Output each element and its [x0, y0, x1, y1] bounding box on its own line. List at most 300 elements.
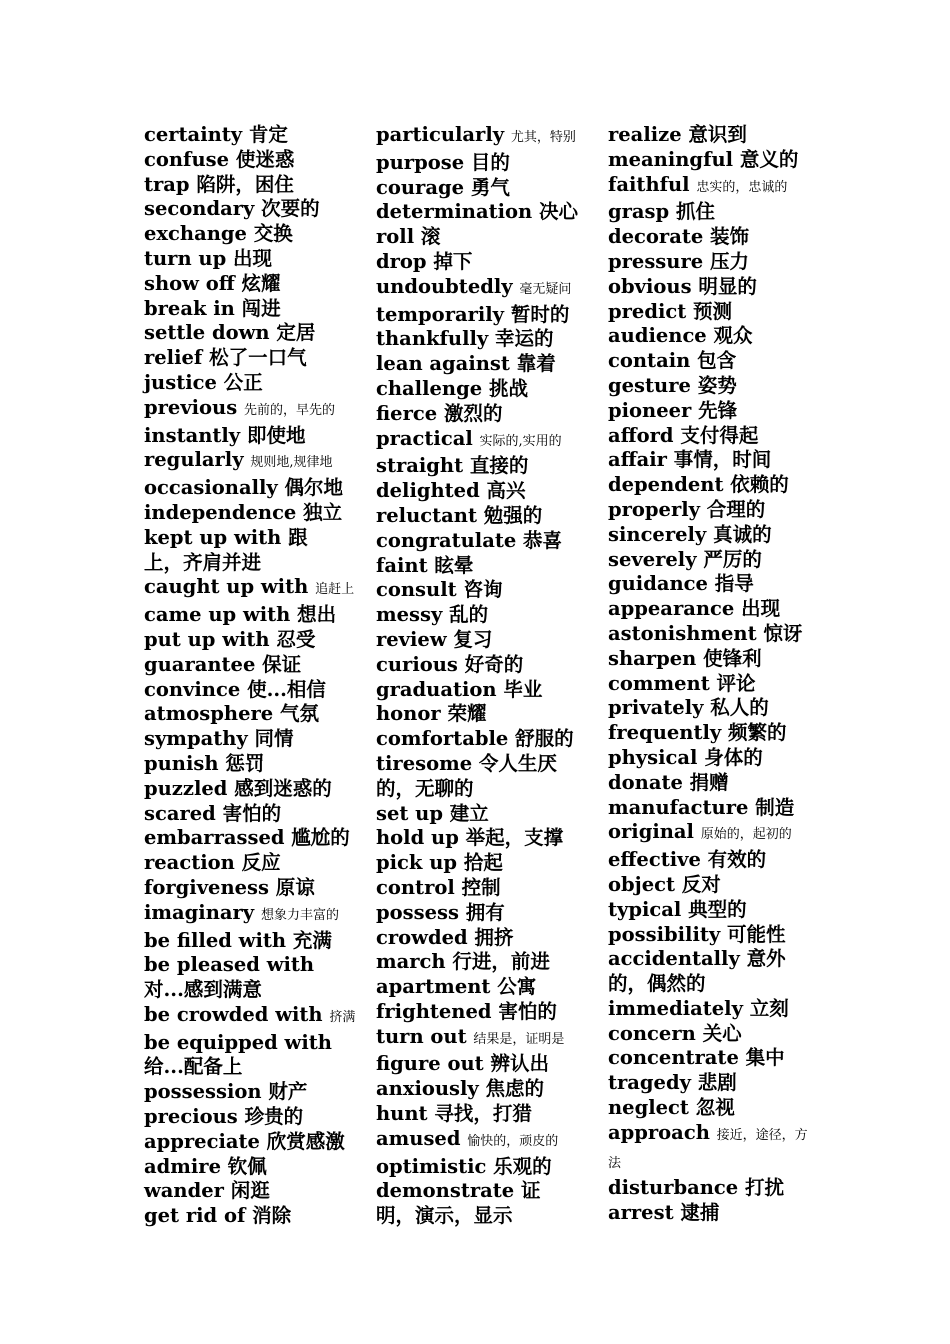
vocab-entry [608, 498, 808, 523]
vocab-translation: 偶尔地 [284, 476, 344, 500]
vocab-entry [608, 399, 808, 424]
vocab-entry [376, 479, 576, 504]
vocab-entry [376, 653, 576, 678]
vocab-word: sympathy [144, 727, 248, 751]
vocab-entry [608, 672, 808, 697]
vocab-translation: 幸运的 [495, 327, 554, 351]
vocab-entry [144, 702, 344, 727]
vocab-translation: 依赖的 [730, 473, 789, 497]
vocab-translation: 意识到 [688, 123, 747, 146]
vocab-word: practical [376, 426, 473, 450]
vocab-entry [376, 950, 576, 975]
vocab-entry [144, 1155, 344, 1180]
vocab-translation: 举起，支撑 [465, 826, 564, 850]
vocab-translation: 松了一口气 [209, 346, 307, 370]
vocab-word: tragedy [608, 1071, 691, 1095]
vocab-entry [144, 247, 344, 272]
vocab-word: set up [376, 801, 443, 825]
vocab-translation: 焦虑的 [485, 1077, 545, 1101]
vocab-entry [608, 424, 808, 449]
vocab-entry [608, 696, 808, 721]
vocab-word: hold up [376, 826, 459, 850]
vocab-entry [608, 947, 808, 997]
vocab-word: caught up with [144, 575, 309, 599]
vocab-translation: 给...配备上 [144, 1055, 243, 1079]
vocab-entry [144, 371, 344, 396]
vocab-translation: 毕业 [503, 677, 543, 701]
vocab-word: approach [608, 1120, 710, 1144]
vocab-word: arrest [608, 1201, 674, 1225]
vocab-word: imaginary [144, 900, 255, 924]
vocab-translation: 惊讶 [763, 621, 803, 645]
vocab-entry [144, 1105, 344, 1130]
vocab-entry [376, 200, 576, 225]
vocab-word: astonishment [608, 621, 757, 645]
vocab-translation: 直接的 [469, 454, 529, 478]
vocab-word: march [376, 950, 446, 974]
vocab-entry [144, 526, 344, 576]
vocab-translation: 目的 [470, 150, 510, 174]
vocab-entry [376, 275, 576, 303]
vocab-entry [376, 377, 576, 402]
vocab-entry [144, 197, 344, 222]
vocab-entry [608, 647, 808, 672]
vocab-word: pioneer [608, 398, 692, 422]
vocab-translation: 独立 [303, 500, 343, 524]
vocab-entry [144, 851, 344, 876]
vocab-translation: 明显的 [698, 274, 757, 298]
vocab-translation: 真诚的 [713, 522, 772, 546]
vocab-translation: 次要的 [261, 197, 320, 221]
vocab-translation: 辨认出 [490, 1052, 549, 1076]
vocab-entry [376, 876, 576, 901]
vocab-translation: 欣赏感激 [266, 1129, 345, 1153]
vocab-word: afford [608, 423, 674, 447]
vocab-word: pressure [608, 249, 704, 273]
vocab-word: break in [144, 296, 235, 320]
vocab-translation: 观众 [713, 324, 753, 348]
vocab-word: consult [376, 578, 457, 602]
vocab-word: properly [608, 497, 700, 521]
vocab-entry [144, 802, 344, 827]
vocab-word: be equipped with [144, 1030, 332, 1054]
vocab-translation: 乐观的 [493, 1154, 552, 1178]
vocab-entry [608, 771, 808, 796]
vocab-entry [376, 603, 576, 628]
vocab-entry [376, 402, 576, 427]
vocab-word: appreciate [144, 1129, 260, 1153]
vocab-translation: 建立 [449, 801, 489, 825]
vocab-translation: 好奇的 [464, 652, 524, 676]
vocab-entry [144, 297, 344, 322]
vocab-entry [608, 746, 808, 771]
vocab-word: dependent [608, 473, 724, 497]
vocab-translation: 眩晕 [434, 553, 474, 577]
vocab-word: contain [608, 349, 691, 373]
vocab-word: gesture [608, 373, 691, 397]
vocab-word: settle down [144, 321, 270, 345]
vocab-entry [144, 123, 344, 148]
vocab-entry [608, 123, 808, 148]
vocab-translation: 姿势 [697, 373, 737, 397]
vocab-entry [376, 554, 576, 579]
vocab-translation: 公寓 [497, 975, 537, 999]
vocab-word: roll [376, 225, 415, 249]
vocab-word: figure out [376, 1052, 484, 1076]
vocab-word: challenge [376, 376, 483, 400]
vocab-entry [608, 448, 808, 473]
vocab-word: undoubtedly [376, 274, 513, 298]
vocab-word: straight [376, 454, 464, 478]
vocab-translation: 定居 [276, 321, 316, 345]
vocab-translation: 行进，前进 [452, 950, 550, 974]
vocab-translation: 出现 [233, 246, 273, 270]
vocab-word: disturbance [608, 1176, 739, 1200]
vocab-word: hunt [376, 1102, 428, 1126]
vocab-entry [376, 225, 576, 250]
vocab-translation: 接近，途径，方法 [608, 1127, 808, 1171]
vocab-word: donate [608, 770, 683, 794]
vocab-entry [144, 1031, 344, 1081]
vocab-translation: 勇气 [470, 175, 510, 199]
vocab-entry [144, 575, 355, 603]
vocab-entry [376, 702, 576, 727]
vocab-word: be filled with [144, 928, 287, 952]
vocab-translation: 公正 [223, 370, 263, 394]
vocab-translation: 立刻 [749, 996, 789, 1020]
vocab-word: purpose [376, 150, 465, 174]
vocab-entry [144, 448, 344, 476]
vocab-translation: 有效的 [707, 848, 767, 872]
vocab-word: relief [144, 346, 203, 370]
vocab-entry [144, 1130, 344, 1155]
vocab-word: frequently [608, 721, 722, 745]
vocab-word: kept up with [144, 525, 282, 549]
vocab-translation: 使...相信 [247, 677, 326, 701]
vocab-translation: 钦佩 [227, 1154, 267, 1178]
vocab-entry [608, 848, 808, 873]
vocab-word: amused [376, 1126, 461, 1150]
vocab-word: meaningful [608, 147, 734, 171]
vocab-translation: 激烈的 [443, 401, 503, 425]
vocab-translation: 身体的 [704, 745, 763, 769]
vocab-entry [144, 777, 344, 802]
vocab-translation: 意义的 [739, 147, 799, 171]
vocab-translation: 严厉的 [703, 547, 762, 571]
vocab-entry [144, 1204, 344, 1229]
vocab-word: reaction [144, 851, 235, 875]
vocab-word: messy [376, 603, 443, 627]
vocab-word: physical [608, 745, 698, 769]
vocab-entry [376, 727, 576, 752]
vocab-translation: 寻找，打猎 [434, 1102, 532, 1126]
vocab-word: punish [144, 751, 219, 775]
vocab-entry [376, 1179, 576, 1229]
vocab-word: trap [144, 172, 190, 196]
vocab-word: turn up [144, 246, 227, 270]
vocab-entry [144, 929, 344, 954]
vocab-word: sharpen [608, 646, 697, 670]
vocab-translation: 打扰 [745, 1176, 785, 1200]
vocab-translation: 抓住 [675, 200, 715, 224]
vocab-translation: 同情 [254, 727, 294, 751]
vocab-translation: 忽视 [695, 1096, 735, 1120]
vocab-word: obvious [608, 274, 692, 298]
vocab-word: immediately [608, 996, 743, 1020]
vocab-translation: 惩罚 [225, 751, 265, 775]
vocab-word: comment [608, 671, 710, 695]
vocab-word: typical [608, 897, 682, 921]
vocab-translation: 保证 [262, 652, 302, 676]
vocab-entry [144, 752, 344, 777]
vocab-translation: 感到迷惑的 [234, 776, 332, 800]
vocab-entry [376, 250, 576, 275]
vocab-entry [608, 597, 808, 622]
vocab-word: possess [376, 900, 459, 924]
vocab-entry [376, 151, 576, 176]
vocab-translation: 令人生厌的，无聊的 [376, 751, 557, 800]
vocab-translation: 私人的 [710, 696, 769, 720]
vocab-entry [608, 873, 808, 898]
vocab-word: review [376, 627, 447, 651]
vocab-word: scared [144, 801, 216, 825]
vocab-translation: 滚 [420, 225, 441, 249]
vocab-translation: 尤其，特别 [510, 130, 576, 145]
vocab-entry [376, 678, 576, 703]
vocab-entry [608, 997, 808, 1022]
vocab-entry [376, 427, 576, 455]
vocab-word: wander [144, 1179, 224, 1203]
vocab-entry [608, 1121, 808, 1177]
vocab-translation: 反对 [681, 872, 721, 896]
vocab-word: precious [144, 1105, 238, 1129]
vocab-entry [608, 548, 808, 573]
vocab-entry [144, 346, 344, 371]
vocab-word: previous [144, 395, 238, 419]
vocab-word: embarrassed [144, 826, 285, 850]
vocab-entry [144, 148, 344, 173]
vocab-translation: 原始的，起初的 [700, 827, 792, 843]
vocab-word: demonstrate [376, 1179, 515, 1203]
vocab-entry [376, 504, 576, 529]
vocab-translation: 掉下 [433, 249, 473, 273]
vocab-entry [376, 1025, 576, 1053]
vocab-word: curious [376, 652, 458, 676]
vocab-translation: 挤满 [329, 1009, 356, 1025]
vocab-entry [376, 975, 576, 1000]
vocab-translation: 暂时的 [510, 302, 570, 326]
vocab-entry [608, 275, 808, 300]
vocab-word: optimistic [376, 1154, 487, 1178]
vocab-word: puzzled [144, 776, 228, 800]
vocab-translation: 咨询 [463, 578, 503, 602]
vocab-translation: 拥有 [465, 900, 505, 924]
vocab-translation: 忍受 [276, 627, 316, 651]
vocab-entry [608, 200, 808, 225]
vocab-word: secondary [144, 197, 255, 221]
vocab-entry [608, 324, 808, 349]
vocab-translation: 挑战 [488, 376, 528, 400]
vocab-word: occasionally [144, 476, 278, 500]
vocab-entry [144, 222, 344, 247]
vocab-translation: 可能性 [727, 922, 786, 946]
vocab-word: delighted [376, 479, 480, 503]
vocab-word: be pleased with [144, 953, 315, 977]
vocab-word: guarantee [144, 652, 256, 676]
vocab-translation: 预测 [693, 299, 733, 323]
vocab-entry [376, 123, 576, 151]
vocab-translation: 荣耀 [447, 702, 487, 726]
vocab-translation: 控制 [461, 875, 501, 899]
vocab-word: atmosphere [144, 702, 274, 726]
vocab-translation: 评论 [716, 671, 756, 695]
vocab-word: grasp [608, 200, 670, 224]
vocab-entry [376, 1077, 576, 1102]
vocab-word: fierce [376, 401, 438, 425]
vocab-entry [376, 851, 576, 876]
vocab-word: concentrate [608, 1046, 739, 1070]
vocab-translation: 悲剧 [697, 1071, 737, 1095]
vocab-entry [144, 628, 344, 653]
vocab-entry [608, 148, 808, 173]
vocab-entry [144, 1179, 344, 1204]
vocab-entry [144, 678, 344, 703]
vocab-translation: 频繁的 [728, 721, 787, 745]
vocab-word: privately [608, 696, 704, 720]
vocab-word: graduation [376, 677, 497, 701]
vocab-entry [144, 876, 344, 901]
vocab-column-1 [144, 123, 356, 1229]
vocab-entry [376, 352, 576, 377]
vocab-word: turn out [376, 1024, 467, 1048]
vocab-entry [376, 826, 576, 851]
vocab-word: sincerely [608, 522, 707, 546]
vocab-entry [376, 1000, 576, 1025]
vocab-entry [608, 1046, 808, 1071]
vocab-entry [608, 1176, 808, 1201]
vocab-word: apartment [376, 975, 491, 999]
vocab-translation: 出现 [741, 597, 781, 621]
vocab-entry [608, 1071, 808, 1096]
vocab-word: determination [376, 200, 533, 224]
vocab-entry [144, 501, 344, 526]
vocab-entry [376, 1052, 576, 1077]
vocab-entry [144, 1002, 356, 1031]
vocab-word: pick up [376, 851, 458, 875]
vocab-entry [376, 1127, 576, 1155]
vocab-entry [376, 327, 576, 352]
vocab-translation: 压力 [709, 249, 749, 273]
vocab-translation: 实际的,实用的 [479, 433, 562, 449]
vocab-word: tiresome [376, 751, 473, 775]
vocab-word: admire [144, 1154, 221, 1178]
vocab-word: faint [376, 553, 428, 577]
vocab-translation: 对...感到满意 [144, 978, 262, 1002]
vocab-word: certainty [144, 123, 243, 146]
vocab-translation: 乱的 [449, 603, 489, 627]
vocab-entry [144, 396, 344, 424]
vocab-entry [608, 1022, 808, 1047]
vocab-translation: 复习 [453, 627, 493, 651]
vocab-word: guidance [608, 572, 708, 596]
vocab-translation: 即使地 [246, 423, 306, 447]
vocab-translation: 愉快的，顽皮的 [467, 1133, 559, 1149]
vocab-word: drop [376, 249, 427, 273]
vocab-entry [608, 523, 808, 548]
vocab-entry [608, 622, 808, 647]
vocab-translation: 典型的 [688, 897, 747, 921]
vocab-translation: 勉强的 [483, 503, 543, 527]
vocab-entry [608, 572, 808, 597]
vocab-translation: 毫无疑问 [519, 281, 572, 297]
vocab-entry [144, 272, 344, 297]
vocab-translation: 充满 [292, 928, 332, 952]
vocab-translation: 闯进 [241, 296, 281, 320]
vocab-translation: 跟上，齐肩并进 [144, 525, 308, 574]
vocab-entry [608, 173, 808, 201]
vocab-word: comfortable [376, 727, 509, 751]
vocab-entry [608, 923, 808, 948]
vocab-translation: 证明，演示，显示 [376, 1179, 541, 1228]
vocab-translation: 珍贵的 [244, 1105, 304, 1129]
vocab-word: lean against [376, 352, 510, 376]
vocab-word: confuse [144, 147, 230, 171]
vocab-translation: 害怕的 [498, 999, 557, 1023]
vocab-entry [144, 603, 344, 628]
vocab-word: thankfully [376, 327, 489, 351]
vocab-word: original [608, 820, 694, 844]
vocab-translation: 先前的，早先的 [244, 402, 336, 418]
vocab-word: get rid of [144, 1204, 246, 1228]
vocab-word: honor [376, 702, 441, 726]
vocab-translation: 害怕的 [222, 801, 282, 825]
vocab-entry [608, 796, 808, 821]
vocab-word: affair [608, 448, 667, 472]
vocab-entry [608, 300, 808, 325]
vocab-word: convince [144, 677, 241, 701]
vocab-entry [376, 1102, 576, 1127]
vocab-entry [144, 173, 344, 198]
vocab-entry [608, 225, 808, 250]
vocab-word: accidentally [608, 947, 740, 971]
vocab-column-3 [608, 123, 808, 1226]
vocab-translation: 关心 [702, 1021, 742, 1045]
vocab-word: forgiveness [144, 875, 269, 899]
vocab-word: faithful [608, 172, 690, 196]
vocab-entry [376, 1155, 576, 1180]
vocab-entry [376, 926, 576, 951]
vocab-word: frightened [376, 999, 492, 1023]
vocab-word: effective [608, 848, 701, 872]
vocab-word: control [376, 875, 455, 899]
vocab-translation: 炫耀 [241, 271, 281, 295]
vocab-translation: 事情，时间 [673, 448, 772, 472]
vocab-translation: 合理的 [706, 497, 766, 521]
vocab-entry [376, 752, 576, 802]
vocab-translation: 反应 [241, 851, 281, 875]
vocab-translation: 包含 [697, 349, 737, 373]
vocab-translation: 使锋利 [703, 646, 762, 670]
vocab-entry [144, 1080, 344, 1105]
vocab-entry [608, 250, 808, 275]
vocab-entry [376, 901, 576, 926]
vocab-word: object [608, 872, 675, 896]
vocab-word: put up with [144, 627, 270, 651]
vocab-entry [608, 1201, 808, 1226]
vocab-word: exchange [144, 222, 247, 246]
vocab-entry [376, 578, 576, 603]
vocab-translation: 支付得起 [680, 423, 759, 447]
